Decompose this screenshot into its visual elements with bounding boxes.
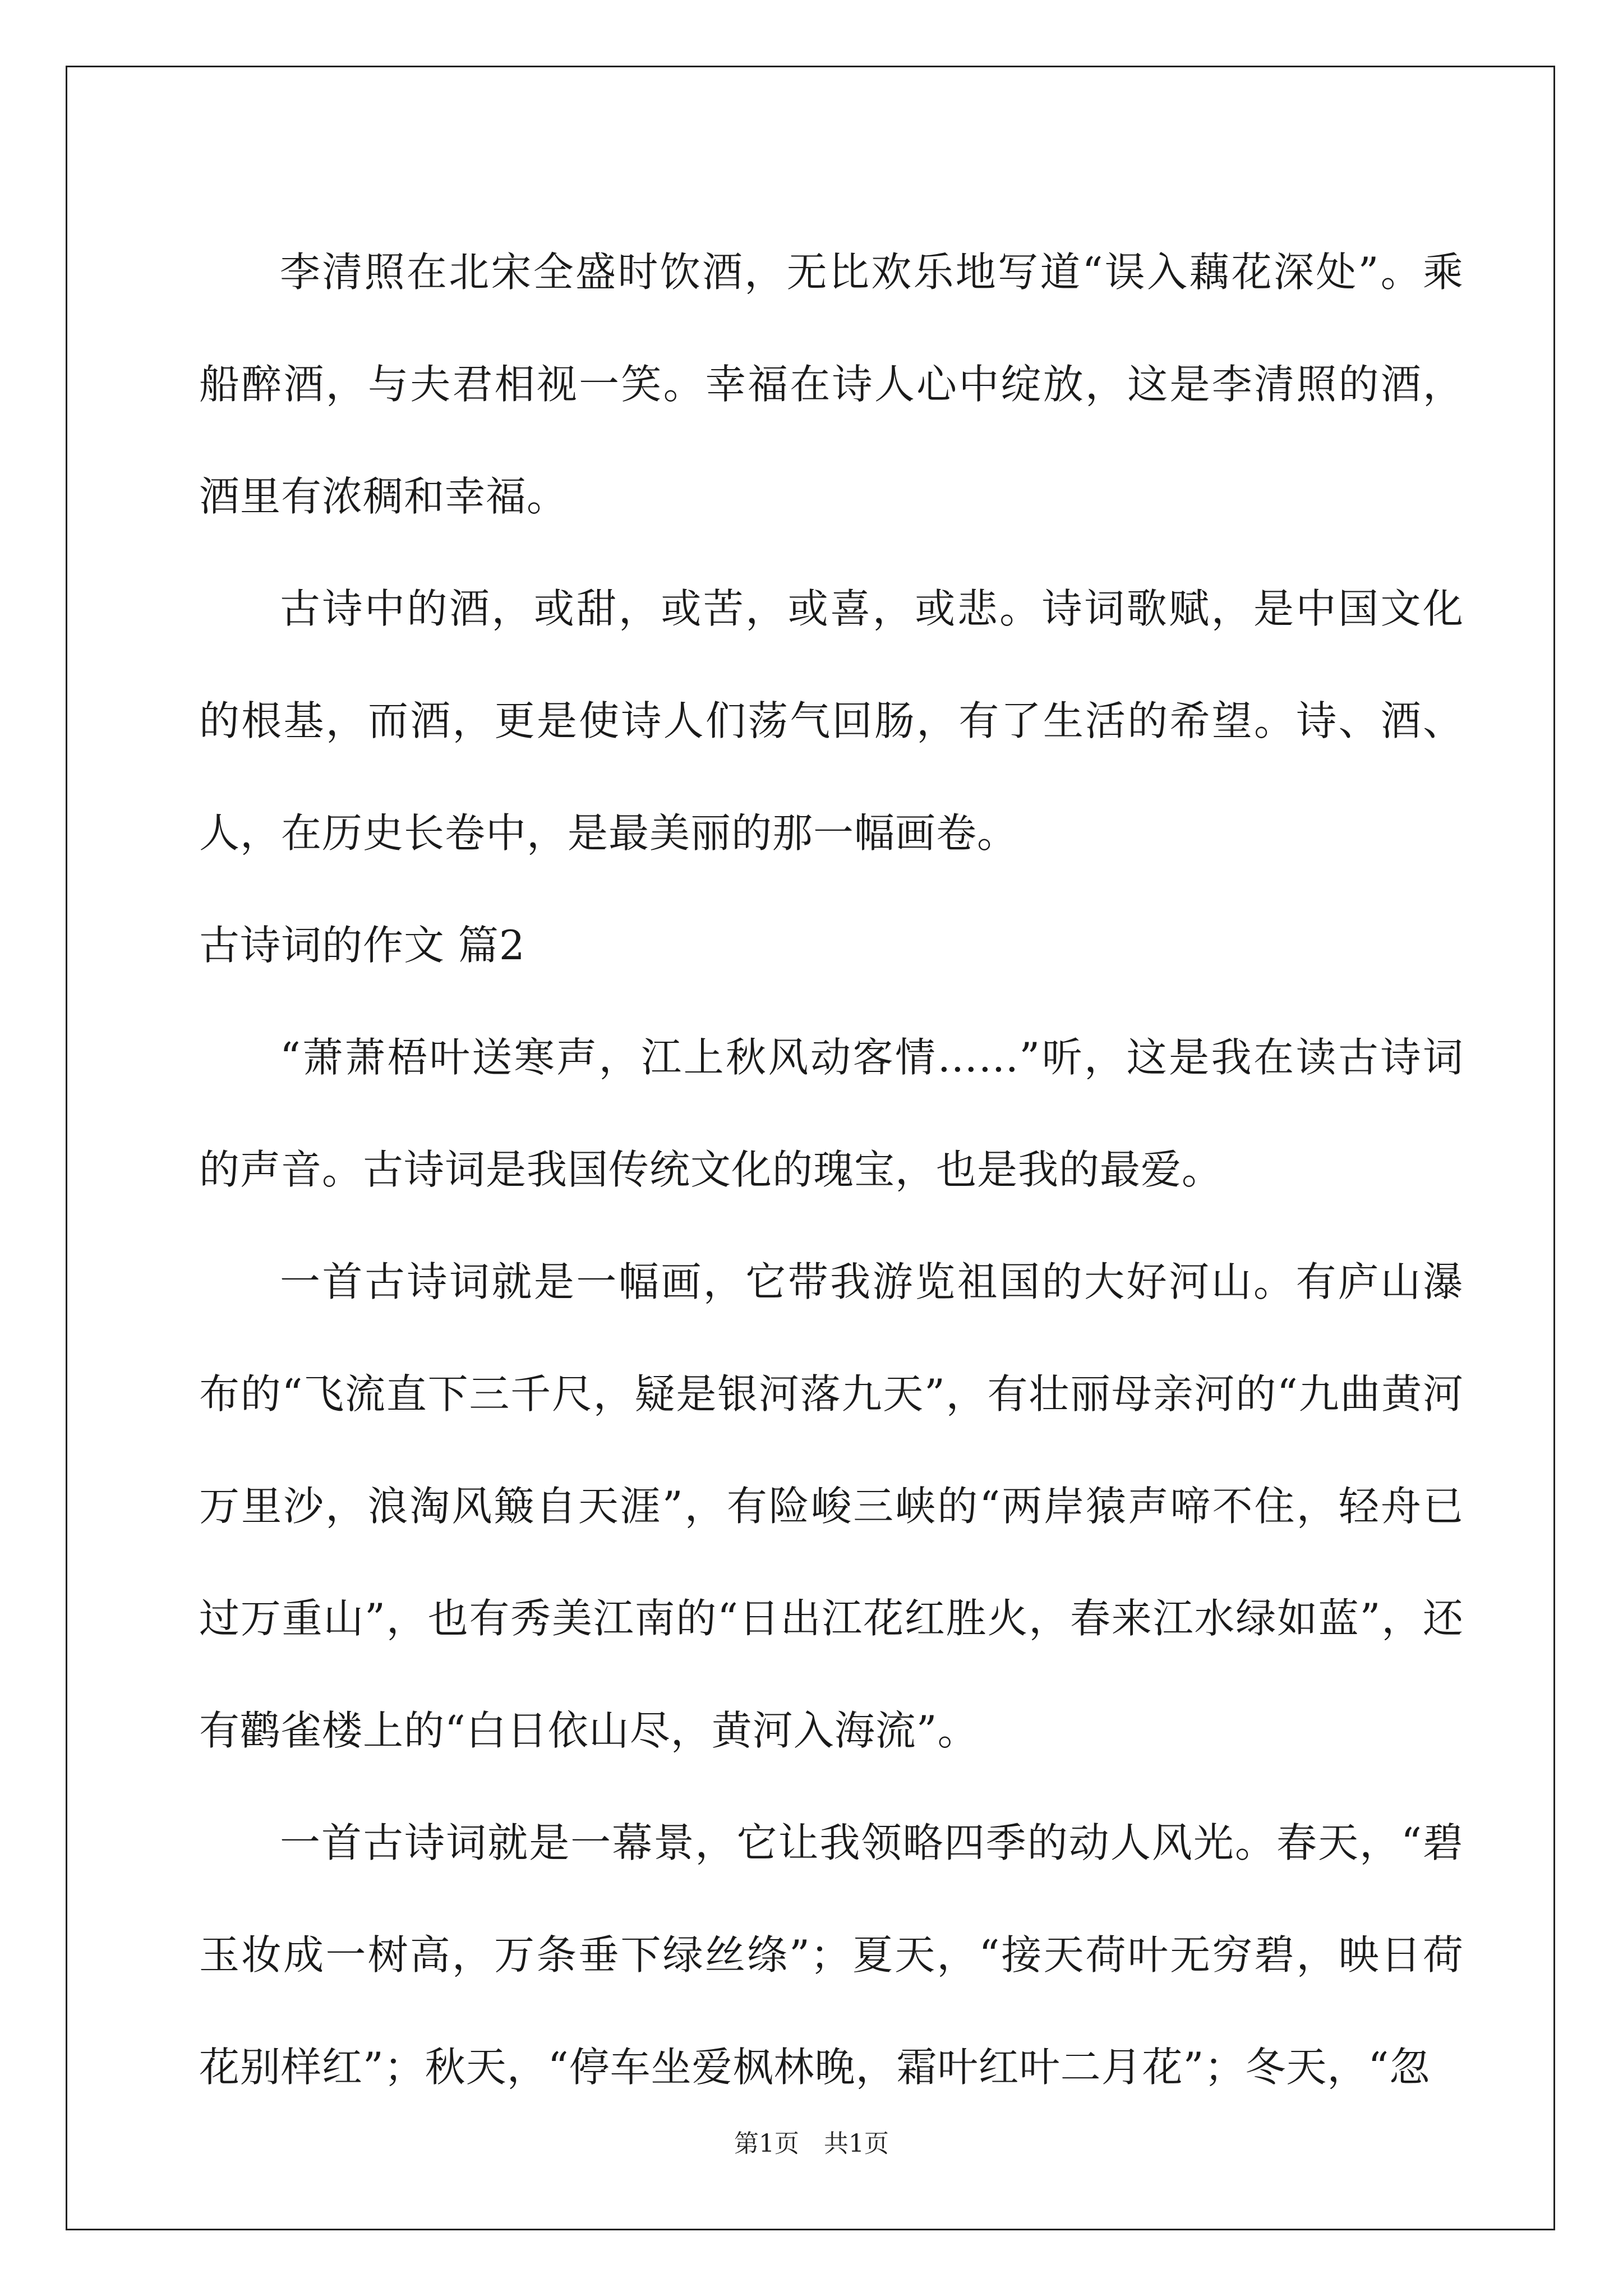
paragraph: 一首古诗词就是一幅画，它带我游览祖国的大好河山。有庐山瀑布的“飞流直下三千尺，疑是银河落九天”，有壮丽母亲河的“九曲黄河万里沙，浪淘风簸自天涯”，有险峻三峡的“两岸猿声啼不住，轻舟已过万重山”，也有秀美江南的“日出江花红胜火，春来江水绿如蓝”，还有鹳雀楼上的“白日依山尽，黄河入海流”。 (199, 1258, 1464, 1754)
paragraph: “萧萧梧叶送寒声，江上秋风动客情……”听，这是我在读古诗词的声音。古诗词是我国传统文化的瑰宝，也是我的最爱。 (199, 1034, 1464, 1193)
section-heading: 古诗词的作文 篇2 (199, 922, 525, 969)
paragraph: 李清照在北宋全盛时饮酒，无比欢乐地写道“误入藕花深处”。乘船醉酒，与夫君相视一笑。幸福在诗人心中绽放，这是李清照的酒，酒里有浓稠和幸福。 (199, 249, 1464, 520)
paragraph: 一首古诗词就是一幕景，它让我领略四季的动人风光。春天，“碧玉妆成一树高，万条垂下绿丝绦”；夏天，“接天荷叶无穷碧，映日荷花别样红”；秋天，“停车坐爱枫林晚，霜叶红叶二月花”；冬天，“忽 (199, 1819, 1464, 2091)
document-body (199, 216, 1464, 2123)
page-number-footer: 第1页 共1页 (734, 2129, 889, 2158)
paragraph: 古诗中的酒，或甜，或苦，或喜，或悲。诗词歌赋，是中国文化的根基，而酒，更是使诗人们荡气回肠，有了生活的希望。诗、酒、人，在历史长卷中，是最美丽的那一幅画卷。 (199, 585, 1464, 857)
